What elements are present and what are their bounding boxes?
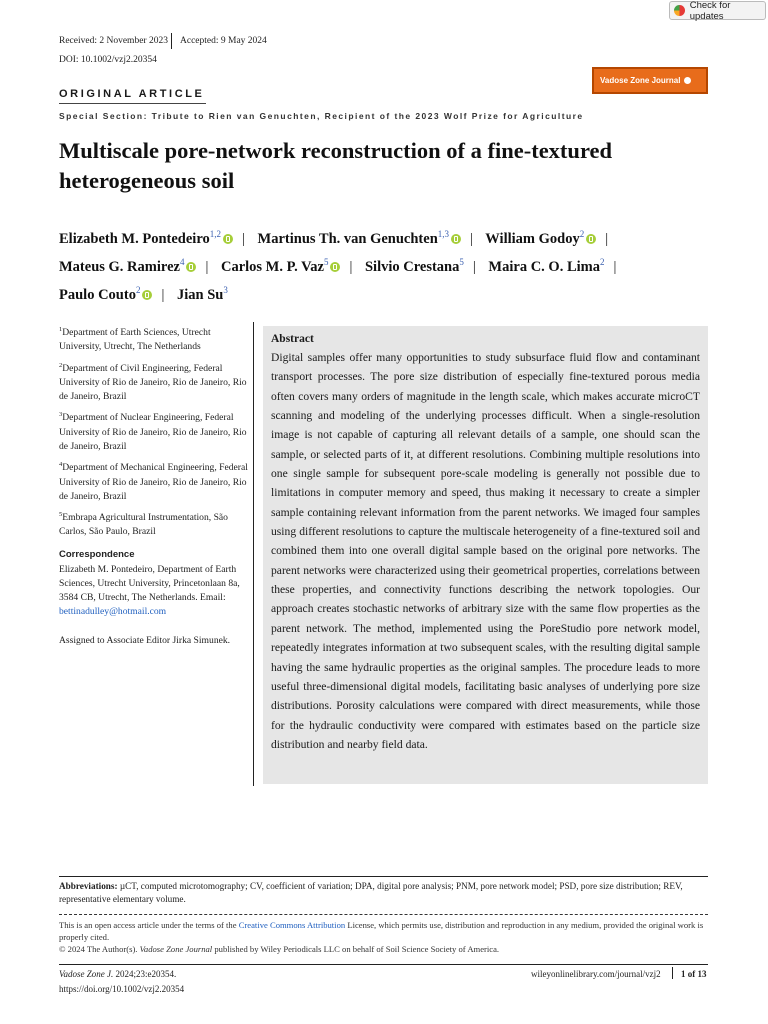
affiliation: $^5$Embrapa Agricultural Instrumentation, São Carlos, São Paulo, Brazil [59, 510, 228, 538]
page-number: 1 of 13 [681, 969, 707, 979]
author[interactable]: Paulo Couto$^2$ [59, 287, 152, 303]
orcid-icon[interactable] [186, 262, 196, 272]
journal-site-link[interactable]: wileyonlinelibrary.com/journal/vzj2 [531, 969, 661, 979]
orcid-icon[interactable] [223, 234, 233, 244]
special-section: Special Section: Tribute to Rien van Genuchten, Recipient of the 2023 Wolf Prize for Agriculture [59, 111, 584, 121]
footer-rule [59, 964, 708, 965]
correspondence-text: Elizabeth M. Pontedeiro, Department of Earth Sciences, Utrecht University, Princetonlaan 8a, 3584 CB, Utrecht, The Netherlands. Email: bettinadulley@hotmail.com [59, 563, 240, 618]
associate-editor: Assigned to Associate Editor Jirka Simunek. [59, 634, 231, 646]
affiliation: $^1$Department of Earth Sciences, Utrecht University, Utrecht, The Netherlands [59, 326, 211, 353]
article-type-underline [59, 103, 206, 104]
footer-divider [672, 967, 673, 979]
orcid-icon[interactable] [451, 234, 461, 244]
abstract-box [263, 326, 708, 784]
citation: Vadose Zone J. 2024;23:e20354. [59, 969, 177, 979]
correspondence-heading: Correspondence [59, 548, 135, 560]
author[interactable]: Carlos M. P. Vaz$^5$ [221, 259, 340, 275]
doi: DOI: 10.1002/vzj2.20354 [59, 55, 157, 65]
header-divider [171, 33, 172, 49]
author[interactable]: Silvio Crestana$^5$ [364, 257, 464, 276]
abstract-text: Digital samples offer many opportunities to study subsurface fluid flow and contaminant transport processes. The pore size distribution of especially fine-textured porous media often covers many orders of magnitude in the length scale, which makes accurate microCT scanning and modeling of the underlying processes difficult. When a single-resolution image is not capable of capturing all relevant details of a sample, one should scan the sample, or selected parts of it, at different resolutions. Combining multiple resolutions into one single sample for subsequent pore-scale modeling is generally not possible due to limitations in computer memory and speed, thus making it necessary to create a simpler sample containing relevant information from the parent networks. We imaged four samples using different resolutions to capture the multiscale heterogeneity of a fine-textured soil and combined them into one overall digital sample based on the original pore networks. The parent networks were characterized using their geometrical properties, correlations between these properties, and connectivity functions describing the network topologies. Our approach creates stochastic networks of arbitrary size with the same flow properties as the parent network. The method, implemented using the PoreStudio pore network model, repeatedly integrates information at two subsequent scales, with the resulting digital sample having the same hydraulic properties as the original samples. The procedure leads to more useful three-dimensional digital models, facilitating basic analyses of underlying pore size distributions. Porosity calculations were compared with direct measurements, while those for the hydraulic conductivity were compared with estimates based on the particle size distribution and nearby field data. [271, 351, 700, 751]
article-type: ORIGINAL ARTICLE [59, 88, 205, 100]
license-rule [59, 914, 708, 915]
orcid-icon[interactable] [142, 290, 152, 300]
author-list: Elizabeth M. Pontedeiro$^{1,2}$ | Martinus Th. van Genuchten$^{1,3}$ | William Godoy$^2$ | Mateus G. Ramirez$^4$ | Carlos M. P. Vaz$^5$ | Silvio Crestana$^5$ | Maira C. O. Lima$^2$ | Paulo Couto$^2$ | Jian Su$^3$ [59, 229, 617, 304]
author[interactable]: William Godoy$^2$ [485, 231, 596, 247]
article-title: Multiscale pore-network reconstruction of a fine-textured heterogeneous soil [59, 138, 613, 193]
author[interactable]: Mateus G. Ramirez$^4$ [59, 259, 196, 275]
accepted-date: Accepted: 9 May 2024 [180, 36, 267, 46]
orcid-icon[interactable] [586, 234, 596, 244]
update-icon [674, 5, 685, 16]
author[interactable]: Maira C. O. Lima$^2$ [488, 257, 605, 276]
doi-link[interactable]: https://doi.org/10.1002/vzj2.20354 [59, 984, 185, 994]
affiliation: $^4$Department of Mechanical Engineering, Federal University of Rio de Janeiro, Rio de Janeiro, Rio de Janeiro, Brazil [59, 461, 248, 502]
author[interactable]: Martinus Th. van Genuchten$^{1,3}$ [258, 231, 461, 247]
abstract-heading: Abstract [271, 333, 314, 345]
license: This is an open access article under the terms of the Creative Commons Attribution License, which permits use, distribution and reproduction in any medium, provided the original work is properly cited. © 2024 The Author(s). Vadose Zone Journal published by Wiley Periodicals LLC on behalf of Soil Science Society of America. [59, 920, 704, 954]
affiliations [59, 323, 249, 648]
author[interactable]: Elizabeth M. Pontedeiro$^{1,2}$ [59, 231, 233, 247]
orcid-icon[interactable] [330, 262, 340, 272]
author[interactable]: Jian Su$^3$ [176, 285, 228, 304]
affiliation: $^3$Department of Nuclear Engineering, Federal University of Rio de Janeiro, Rio de Janeiro, Rio de Janeiro, Brazil [59, 411, 247, 452]
affiliation: $^2$Department of Civil Engineering, Federal University of Rio de Janeiro, Rio de Janeiro, Rio de Janeiro, Brazil [59, 361, 247, 403]
abbreviations: Abbreviations: µCT, computed microtomography; CV, coefficient of variation; DPA, digital pore analysis; PNM, pore network model; PSD, pore size distribution; REV, representative elementary volume. [59, 881, 683, 904]
email-link[interactable]: bettinadulley@hotmail.com [59, 606, 167, 618]
column-divider [253, 322, 254, 786]
journal-logo[interactable] [592, 67, 708, 94]
cc-license-link[interactable]: Creative Commons Attribution [238, 920, 346, 930]
check-for-updates-button[interactable] [669, 1, 766, 20]
abbreviations-rule [59, 876, 708, 877]
logo-badge-icon [684, 77, 691, 84]
received-date: Received: 2 November 2023 [59, 36, 168, 46]
check-for-updates-label: Check for updates [689, 0, 731, 22]
journal-logo-text: Vadose Zone Journal [600, 76, 681, 85]
